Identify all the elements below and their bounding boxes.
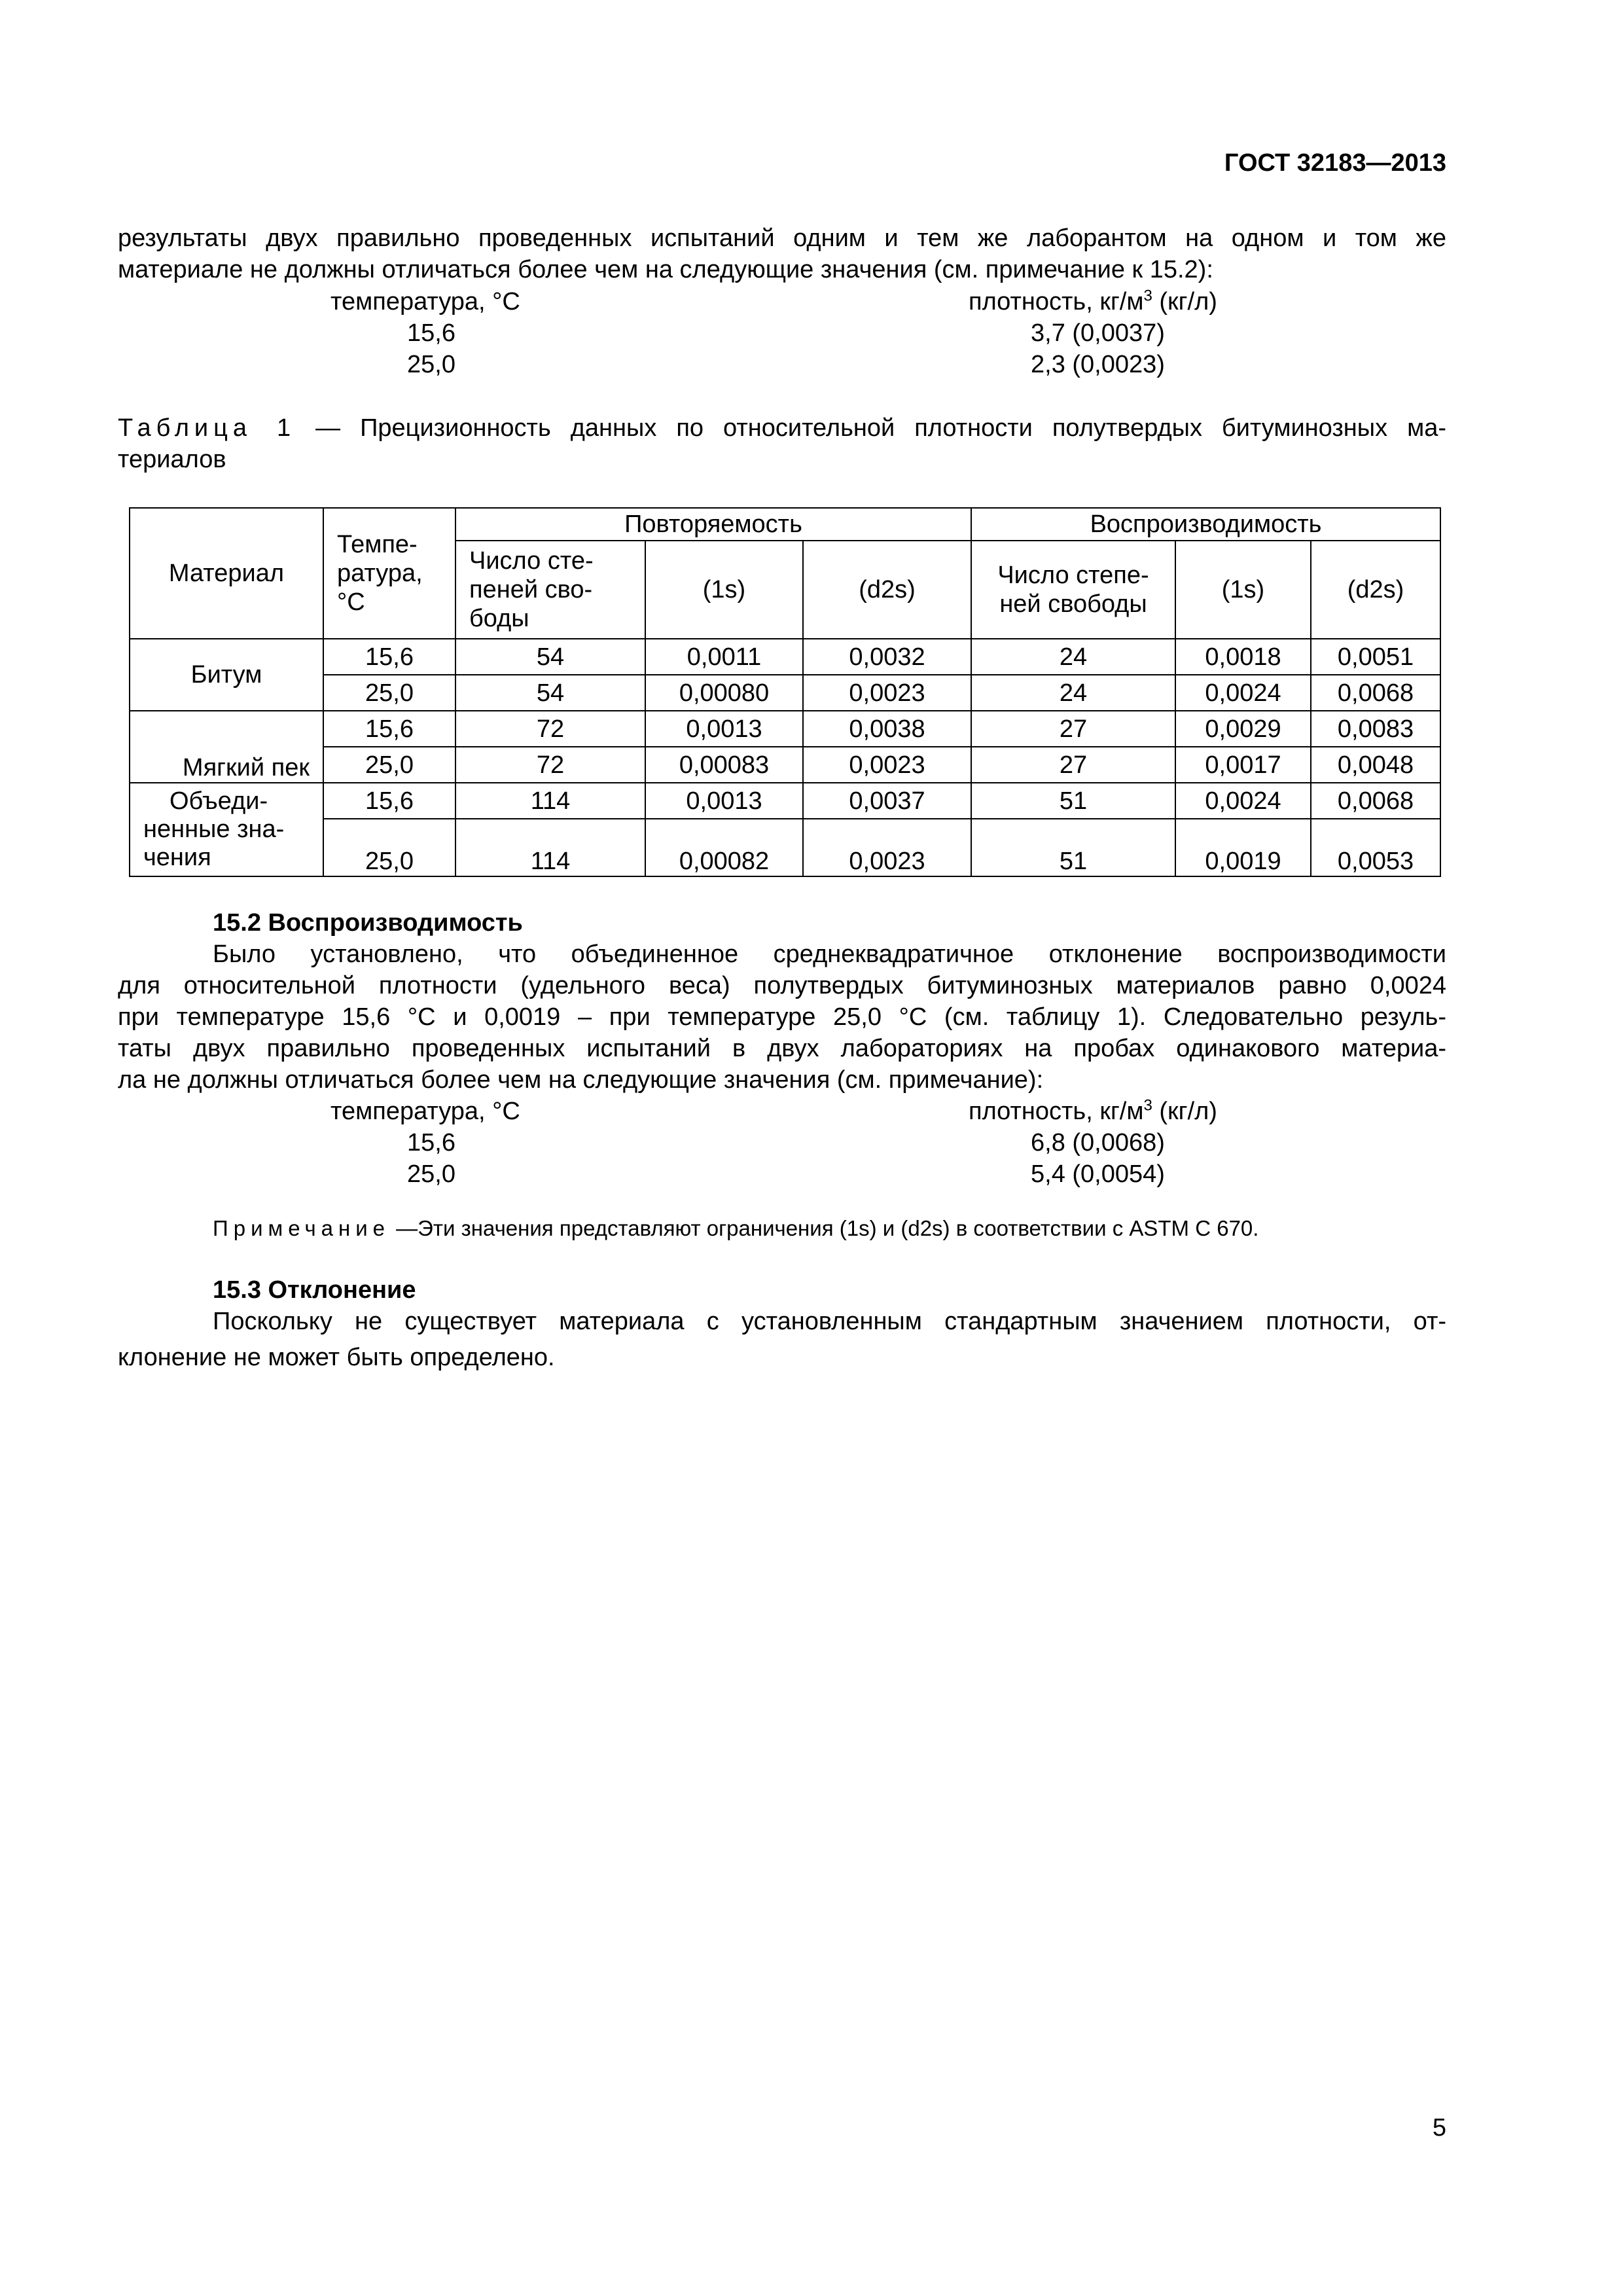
section-15-2-line: таты двух правильно проведенных испытаний в двух лабораториях на пробах одинакового материа- [118,1035,1446,1062]
temp-cell: 25,0 [323,675,455,711]
cell: 0,0068 [1311,783,1440,819]
reprod-density-value: 6,8 (0,0068) [1031,1129,1165,1157]
cell: 72 [455,747,645,783]
repeat-temp-header: температура, °С [330,288,520,315]
repeat-density-value: 3,7 (0,0037) [1031,319,1165,347]
section-15-3-line: Поскольку не существует материала с установленным стандартным значением плотности, от- [213,1308,1446,1335]
cell: 0,0053 [1311,819,1440,876]
cell: 54 [455,639,645,675]
header-temperature: Темпе- ратура, °С [323,508,455,639]
reprod-temp-value: 25,0 [407,1160,455,1188]
cell: 0,0023 [803,747,971,783]
cell: 0,00082 [645,819,803,876]
table-caption-line-1: Таблица 1 — Прецизионность данных по относительной плотности полутвердых битуминозных ма- [118,414,1446,442]
header-reproducibility: Воспроизводимость [971,508,1440,541]
cell: 54 [455,675,645,711]
cell: 0,0083 [1311,711,1440,747]
reprod-density-header: плотность, $кг/м^3$ (кг/л) [969,1096,1217,1125]
table-row [130,639,1440,675]
cell: 0,00083 [645,747,803,783]
cell: 72 [455,711,645,747]
precision-table [129,507,1441,877]
cell: 114 [455,819,645,876]
cell: 0,0017 [1175,747,1311,783]
header-repeat-d2s: (d2s) [803,541,971,639]
cell: 0,00080 [645,675,803,711]
cell: 51 [971,783,1175,819]
cell: 0,0024 [1175,783,1311,819]
note: Примечание —Эти значения представляют ограничения (1s) и (d2s) в соответствии с ASTM C 670. [213,1216,1259,1240]
header-material: Материал [130,508,323,639]
cell: 0,0023 [803,675,971,711]
cell: 0,0038 [803,711,971,747]
cell: 27 [971,747,1175,783]
cell: 51 [971,819,1175,876]
reprod-temp-header: температура, °С [330,1098,520,1125]
cell: 24 [971,639,1175,675]
section-15-3-line: клонение не может быть определено. [118,1344,555,1371]
section-15-2-heading: 15.2 Воспроизводимость [213,909,523,937]
temp-cell: 25,0 [323,819,455,876]
cell: 0,0023 [803,819,971,876]
section-15-3-heading: 15.3 Отклонение [213,1276,416,1304]
temp-cell: 15,6 [323,783,455,819]
cell: 0,0029 [1175,711,1311,747]
cell: 27 [971,711,1175,747]
table-row [130,819,1440,876]
repeat-temp-value: 25,0 [407,351,455,378]
cell: 24 [971,675,1175,711]
section-15-2-line: Было установлено, что объединенное среднеквадратичное отклонение воспроизводимости [213,941,1446,968]
cell: 0,0011 [645,639,803,675]
page-number: 5 [1432,2114,1446,2142]
reprod-temp-value: 15,6 [407,1129,455,1157]
header-reprod-1s: (1s) [1175,541,1311,639]
intro-line-2: материале не должны отличаться более чем на следующие значения (см. примечание к 15.2): [118,256,1213,283]
header-reprod-d2s: (d2s) [1311,541,1440,639]
table-row [130,783,1440,819]
repeat-density-header: плотность, $кг/м^3$ (кг/л) [969,287,1217,315]
header-repeat-1s: (1s) [645,541,803,639]
table-row [130,747,1440,783]
table-row [130,675,1440,711]
cell: 0,0013 [645,711,803,747]
temp-cell: 25,0 [323,747,455,783]
intro-line-1: результаты двух правильно проведенных испытаний одним и тем же лаборантом на одном и том же [118,224,1446,252]
section-15-2-line: ла не должны отличаться более чем на следующие значения (см. примечание): [118,1066,1044,1094]
table-row [130,711,1440,747]
cell: 0,0051 [1311,639,1440,675]
cell: 0,0048 [1311,747,1440,783]
header-repeat-dof: Число сте- пеней сво- боды [455,541,645,639]
reprod-density-value: 5,4 (0,0054) [1031,1160,1165,1188]
material-cell: Объеди- ненные зна- чения [130,783,323,876]
repeat-temp-value: 15,6 [407,319,455,347]
temp-cell: 15,6 [323,639,455,675]
material-cell: Битум [130,639,323,711]
header-repeatability: Повторяемость [455,508,971,541]
temp-cell: 15,6 [323,711,455,747]
section-15-2-line: для относительной плотности (удельного веса) полутвердых битуминозных материалов равно 0,0024 [118,972,1446,999]
cell: 0,0018 [1175,639,1311,675]
header-reprod-dof: Число степе- ней свободы [971,541,1175,639]
cell: 0,0019 [1175,819,1311,876]
cell: 0,0013 [645,783,803,819]
cell: 0,0068 [1311,675,1440,711]
repeat-density-value: 2,3 (0,0023) [1031,351,1165,378]
cell: 0,0024 [1175,675,1311,711]
cell: 0,0037 [803,783,971,819]
section-15-2-line: при температуре 15,6 °С и 0,0019 – при температуре 25,0 °С (см. таблицу 1). Следовательно резуль- [118,1003,1446,1031]
document-id-header: ГОСТ 32183—2013 [1224,149,1446,177]
cell: 114 [455,783,645,819]
material-cell: Мягкий пек [130,711,323,783]
cell: 0,0032 [803,639,971,675]
table-caption-line-2: териалов [118,446,226,473]
